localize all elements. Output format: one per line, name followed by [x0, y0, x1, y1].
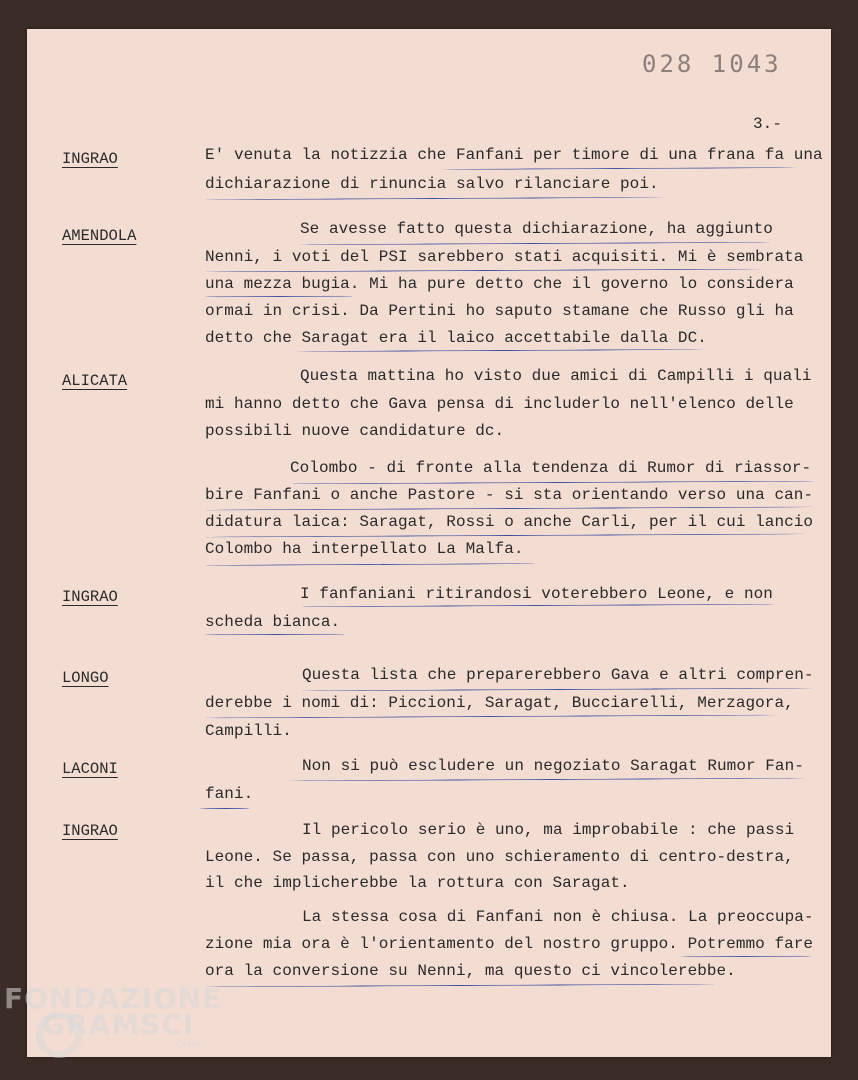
text-line: possibili nuove candidature dc. [205, 422, 505, 440]
text-line: I fanfaniani ritirandosi voterebbero Leone, e non [300, 585, 773, 603]
text-line: La stessa cosa di Fanfani non è chiusa. La preoccupa- [302, 908, 814, 926]
speaker-ingrao-3: INGRAO [62, 822, 118, 840]
text-line: bire Fanfani o anche Pastore - si sta orientando verso una can- [205, 486, 814, 504]
text-line: Questa mattina ho visto due amici di Campilli i quali [300, 367, 812, 385]
watermark-line2: GRAMSCI [42, 1008, 195, 1041]
text-line: mi hanno detto che Gava pensa di includerlo nell'elenco delle [205, 395, 794, 413]
text-line: Leone. Se passa, passa con uno schieramento di centro-destra, [205, 848, 794, 866]
text-line: Colombo - di fronte alla tendenza di Rumor di riassor- [290, 459, 812, 477]
watermark-line1: FONDAZIONE [4, 982, 223, 1015]
speaker-laconi: LACONI [62, 760, 118, 778]
text-line: dichiarazione di rinuncia salvo rilanciare poi. [205, 175, 659, 193]
text-line: il che implicherebbe la rottura con Saragat. [205, 874, 630, 892]
page-number: 3.- [753, 115, 782, 133]
archive-number: 028 1043 [642, 50, 782, 78]
text-line: Il pericolo serio è uno, ma improbabile : che passi [302, 821, 795, 839]
speaker-amendola: AMENDOLA [62, 227, 137, 245]
text-line: derebbe i nomi di: Piccioni, Saragat, Bucciarelli, Merzagora, [205, 694, 794, 712]
text-line: fani. [205, 785, 254, 803]
text-line: didatura laica: Saragat, Rossi o anche Carli, per il cui lancio [205, 513, 814, 531]
speaker-ingrao-1: INGRAO [62, 150, 118, 168]
speaker-alicata: ALICATA [62, 372, 128, 390]
text-line: Nenni, i voti del PSI sarebbero stati acquisiti. Mi è sembrata [205, 248, 804, 266]
text-line: detto che Saragat era il laico accettabile dalla DC. [205, 329, 707, 347]
text-line: Campilli. [205, 722, 292, 740]
text-line: ormai in crisi. Da Pertini ho saputo stamane che Russo gli ha [205, 302, 794, 320]
text-line: scheda bianca. [205, 613, 341, 631]
text-line: una mezza bugia. Mi ha pure detto che il governo lo considera [205, 275, 794, 293]
text-line: zione mia ora è l'orientamento del nostro gruppo. Potremmo fare [205, 935, 814, 953]
text-line: Non si può escludere un negoziato Saragat Rumor Fan- [302, 757, 804, 775]
text-line: Se avesse fatto questa dichiarazione, ha aggiunto [300, 220, 773, 238]
speaker-longo: LONGO [62, 669, 109, 687]
text-line: ora la conversione su Nenni, ma questo ci vincolerebbe. [205, 962, 736, 980]
watermark-sub: Onlus [176, 1040, 202, 1050]
text-line: Questa lista che preparerebbero Gava e altri compren- [302, 666, 814, 684]
speaker-ingrao-2: INGRAO [62, 588, 118, 606]
text-line: E' venuta la notizzia che Fanfani per timore di una frana fa una [205, 146, 823, 164]
text-line: Colombo ha interpellato La Malfa. [205, 540, 524, 558]
watermark [4, 982, 223, 1050]
